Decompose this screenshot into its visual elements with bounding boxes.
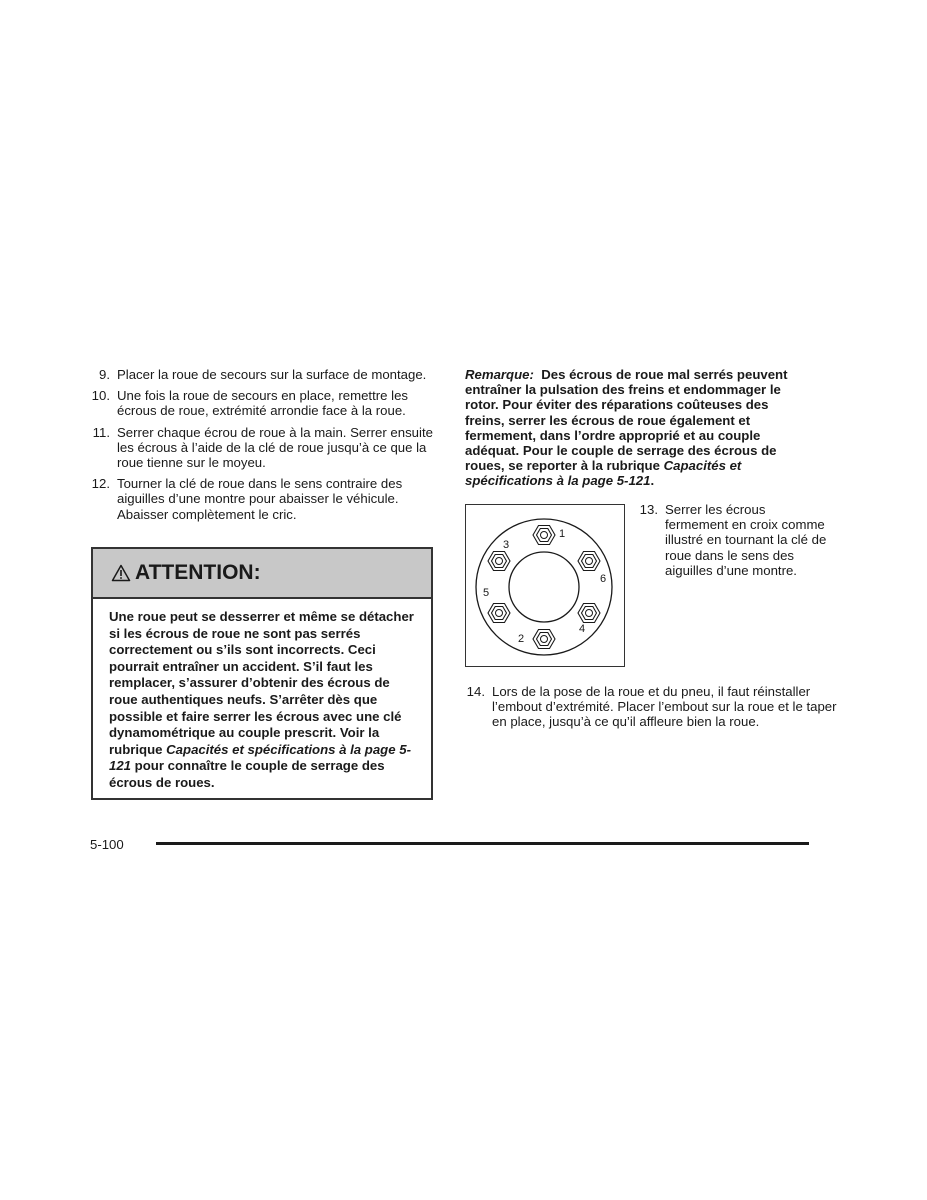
step-12 bbox=[90, 476, 435, 522]
step-text: Tourner la clé de roue dans le sens contraire des aiguilles d’une montre pour abaisser le véhicule. Abaisser complètement le cric. bbox=[117, 476, 403, 522]
step-text: Placer la roue de secours sur la surface de montage. bbox=[117, 367, 427, 382]
step-11 bbox=[90, 425, 435, 471]
step-number: 10. bbox=[91, 388, 110, 404]
lug-nut-icon bbox=[488, 552, 510, 571]
remark-end: . bbox=[650, 473, 655, 489]
step-13 bbox=[638, 502, 830, 578]
lug-nut-icon bbox=[533, 630, 555, 649]
step-number: 11. bbox=[92, 424, 110, 440]
warning-triangle-icon bbox=[111, 564, 131, 582]
lug-nut-icon bbox=[578, 552, 600, 571]
nut-label-1: 1 bbox=[559, 528, 566, 540]
step-text: Serrer les écrous fermement en croix comme illustré en tournant la clé de roue dans le sens des aiguilles d’une montre. bbox=[665, 502, 827, 578]
nut-label-6: 6 bbox=[600, 573, 607, 585]
warning-text-end: pour connaître le couple de serrage des écrous de roues. bbox=[109, 758, 385, 790]
step-9 bbox=[90, 367, 435, 382]
warning-text: Une roue peut se desserrer et même se détacher si les écrous de roue ne sont pas serrés correctement ou s’ils sont incorrects. Ceci pourrait entraîner un accident. S’il faut les remplacer, s’assurer d’obtenir des écrous de roue authentiques neufs. S’arrêter dès que possible et faire serrer les écrous avec une clé dynamométrique au couple prescrit. Voir la rubrique bbox=[109, 609, 414, 757]
remark-text: Des écrous de roue mal serrés peuvent entraîner la pulsation des freins et endommager le rotor. Pour éviter des réparations coûteuses des freins, serrer les écrous de roue également et fermement, dans l’ordre approprié et au couple adéquat. Pour le couple de serrage des écrous de roues, se reporter à la rubrique bbox=[465, 367, 788, 474]
nut-label-3: 3 bbox=[503, 539, 510, 551]
remark-reference-link[interactable]: Capacités et spécifications à la page 5-121 bbox=[465, 458, 742, 489]
hub-center-circle bbox=[509, 552, 579, 622]
step-number: 14. bbox=[466, 684, 485, 699]
step-text: Une fois la roue de secours en place, remettre les écrous de roue, extrémité arrondie face à la roue. bbox=[117, 388, 409, 419]
wheel-outer-circle bbox=[476, 519, 612, 655]
warning-title: ATTENTION: bbox=[135, 561, 261, 584]
footer-rule bbox=[156, 842, 809, 845]
wheel-nut-diagram bbox=[465, 504, 625, 667]
step-14 bbox=[465, 684, 837, 730]
warning-box bbox=[91, 547, 433, 800]
remark-paragraph bbox=[465, 367, 810, 489]
step-number: 13. bbox=[639, 502, 658, 517]
warning-body bbox=[93, 599, 431, 792]
step-10 bbox=[90, 388, 435, 418]
warning-reference-link[interactable]: Capacités et spécifications à la page 5-121 bbox=[109, 741, 411, 774]
nut-label-5: 5 bbox=[483, 587, 490, 599]
step-text: Serrer chaque écrou de roue à la main. Serrer ensuite les écrous à l’aide de la clé de roue jusqu’à ce que la roue tienne sur le moyeu. bbox=[117, 424, 433, 471]
step-text: Lors de la pose de la roue et du pneu, il faut réinstaller l’embout d’extrémité. Placer l’embout sur la roue et le taper en place, jusqu’à ce qu’il affleure bien la roue. bbox=[492, 684, 837, 730]
warning-header bbox=[93, 549, 431, 599]
right-column bbox=[465, 367, 810, 489]
step-number: 12. bbox=[91, 476, 110, 492]
lug-nut-icon bbox=[578, 604, 600, 623]
nut-label-4: 4 bbox=[579, 623, 586, 635]
nut-label-2: 2 bbox=[518, 633, 525, 645]
wheel-hub-illustration bbox=[466, 505, 623, 665]
lug-nut-icon bbox=[533, 526, 555, 545]
remark-label: Remarque: bbox=[465, 367, 534, 382]
page-number: 5-100 bbox=[90, 837, 124, 852]
step-number: 9. bbox=[99, 367, 110, 382]
lug-nut-icon bbox=[488, 604, 510, 623]
left-column bbox=[90, 367, 435, 528]
